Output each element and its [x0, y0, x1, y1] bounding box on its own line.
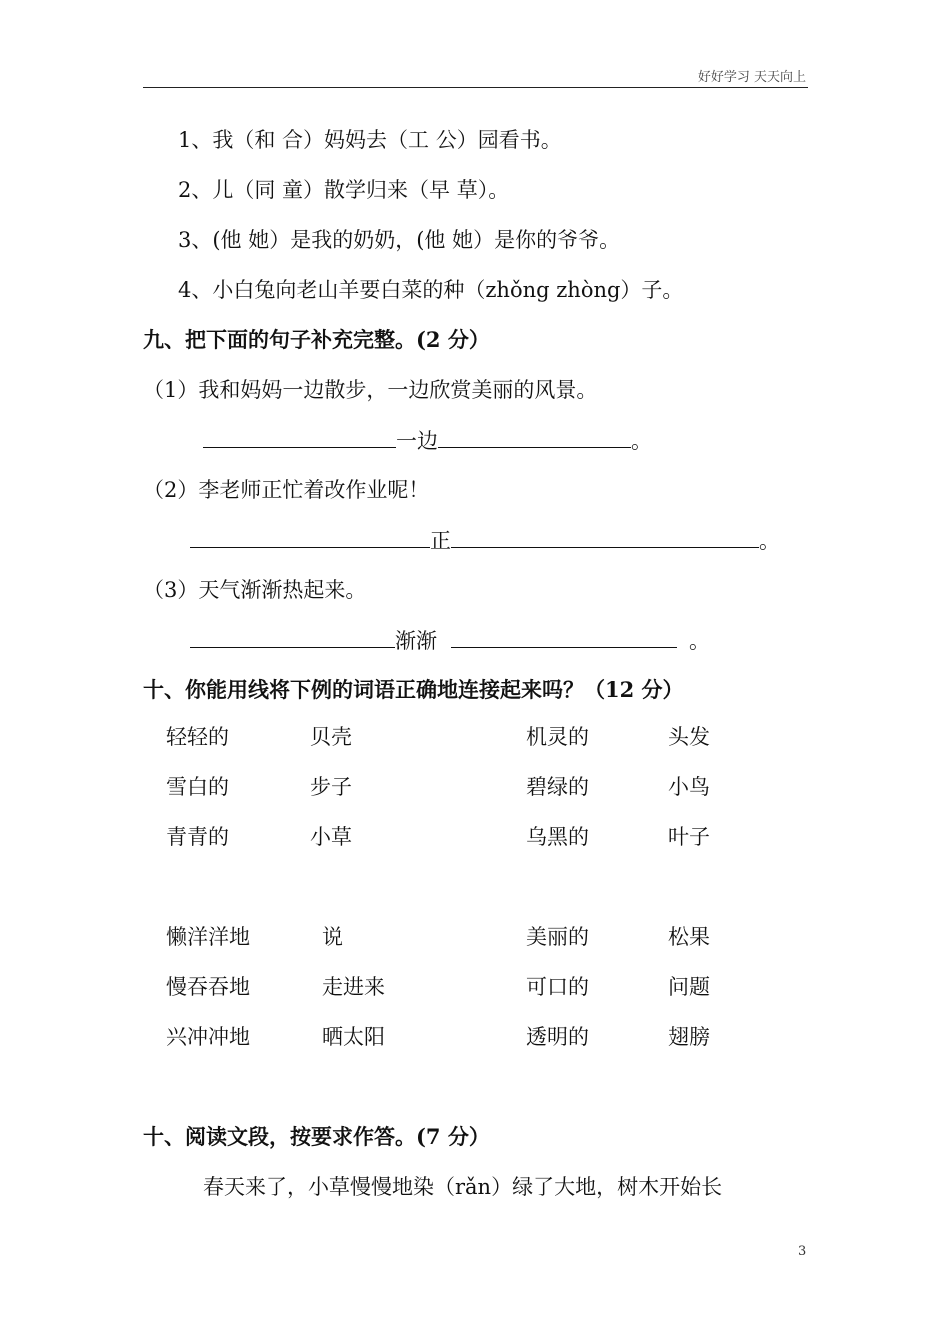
word-right-a-3: 乌黑的	[526, 825, 589, 849]
word-left-a-1: 轻轻的	[166, 725, 229, 749]
page-number: 3	[798, 1244, 807, 1259]
word2-left-b-3: 晒太阳	[322, 1025, 385, 1049]
section-9-title: 九、把下面的句子补充完整。(2 分）	[143, 327, 490, 352]
blank-3a[interactable]	[190, 625, 395, 648]
choice-item-3: 3、(他 她）是我的奶奶，(他 她）是你的爷爷。	[178, 228, 621, 252]
blank-1a[interactable]	[203, 425, 396, 448]
word2-left-a-3: 兴冲冲地	[166, 1025, 250, 1049]
fill-word-3: 渐渐	[395, 629, 437, 653]
word2-left-a-2: 慢吞吞地	[166, 975, 250, 999]
fill-line-1	[203, 425, 652, 456]
choice-item-2: 2、儿（同 童）散学归来（早 草）。	[178, 178, 510, 202]
blank-2b[interactable]	[451, 525, 759, 548]
choice-item-4: 4、小白兔向老山羊要白菜的种（zhǒng zhòng）子。	[178, 278, 684, 302]
fill-line-3	[190, 625, 710, 656]
word2-right-b-3: 翅膀	[668, 1025, 710, 1049]
blank-2a[interactable]	[190, 525, 430, 548]
page-header	[143, 66, 808, 88]
fill-end-1: 。	[631, 429, 652, 453]
sentence-3: （3）天气渐渐热起来。	[143, 578, 367, 602]
word-right-a-1: 机灵的	[526, 725, 589, 749]
word-left-b-2: 步子	[310, 775, 352, 799]
blank-3b[interactable]	[451, 625, 677, 648]
word2-right-a-1: 美丽的	[526, 925, 589, 949]
word-left-a-2: 雪白的	[166, 775, 229, 799]
word2-right-a-2: 可口的	[526, 975, 589, 999]
word2-right-a-3: 透明的	[526, 1025, 589, 1049]
word-right-b-3: 叶子	[668, 825, 710, 849]
section-10-title: 十、你能用线将下例的词语正确地连接起来吗？（12 分）	[143, 677, 684, 702]
header-text: 好好学习 天天向上	[697, 70, 806, 85]
word-left-b-1: 贝壳	[310, 725, 352, 749]
word2-left-a-1: 懒洋洋地	[166, 925, 250, 949]
fill-word-1: 一边	[396, 429, 438, 453]
word-right-b-1: 头发	[668, 725, 710, 749]
sentence-2: （2）李老师正忙着改作业呢！	[143, 478, 430, 502]
section-reading-title: 十、阅读文段，按要求作答。(7 分）	[143, 1124, 490, 1149]
sentence-1: （1）我和妈妈一边散步，一边欣赏美丽的风景。	[143, 378, 598, 402]
fill-end-3: 。	[689, 629, 710, 653]
fill-line-2	[190, 525, 780, 556]
blank-1b[interactable]	[438, 425, 631, 448]
word2-left-b-1: 说	[322, 925, 343, 949]
fill-word-2: 正	[430, 529, 451, 553]
word-right-a-2: 碧绿的	[526, 775, 589, 799]
fill-end-2: 。	[759, 529, 780, 553]
word2-right-b-2: 问题	[668, 975, 710, 999]
reading-paragraph: 春天来了，小草慢慢地染（rǎn）绿了大地，树木开始长	[203, 1175, 723, 1199]
word-left-b-3: 小草	[310, 825, 352, 849]
word-right-b-2: 小鸟	[668, 775, 710, 799]
word2-left-b-2: 走进来	[322, 975, 385, 999]
choice-item-1: 1、我（和 合）妈妈去（工 公）园看书。	[178, 128, 562, 152]
word2-right-b-1: 松果	[668, 925, 710, 949]
word-left-a-3: 青青的	[166, 825, 229, 849]
